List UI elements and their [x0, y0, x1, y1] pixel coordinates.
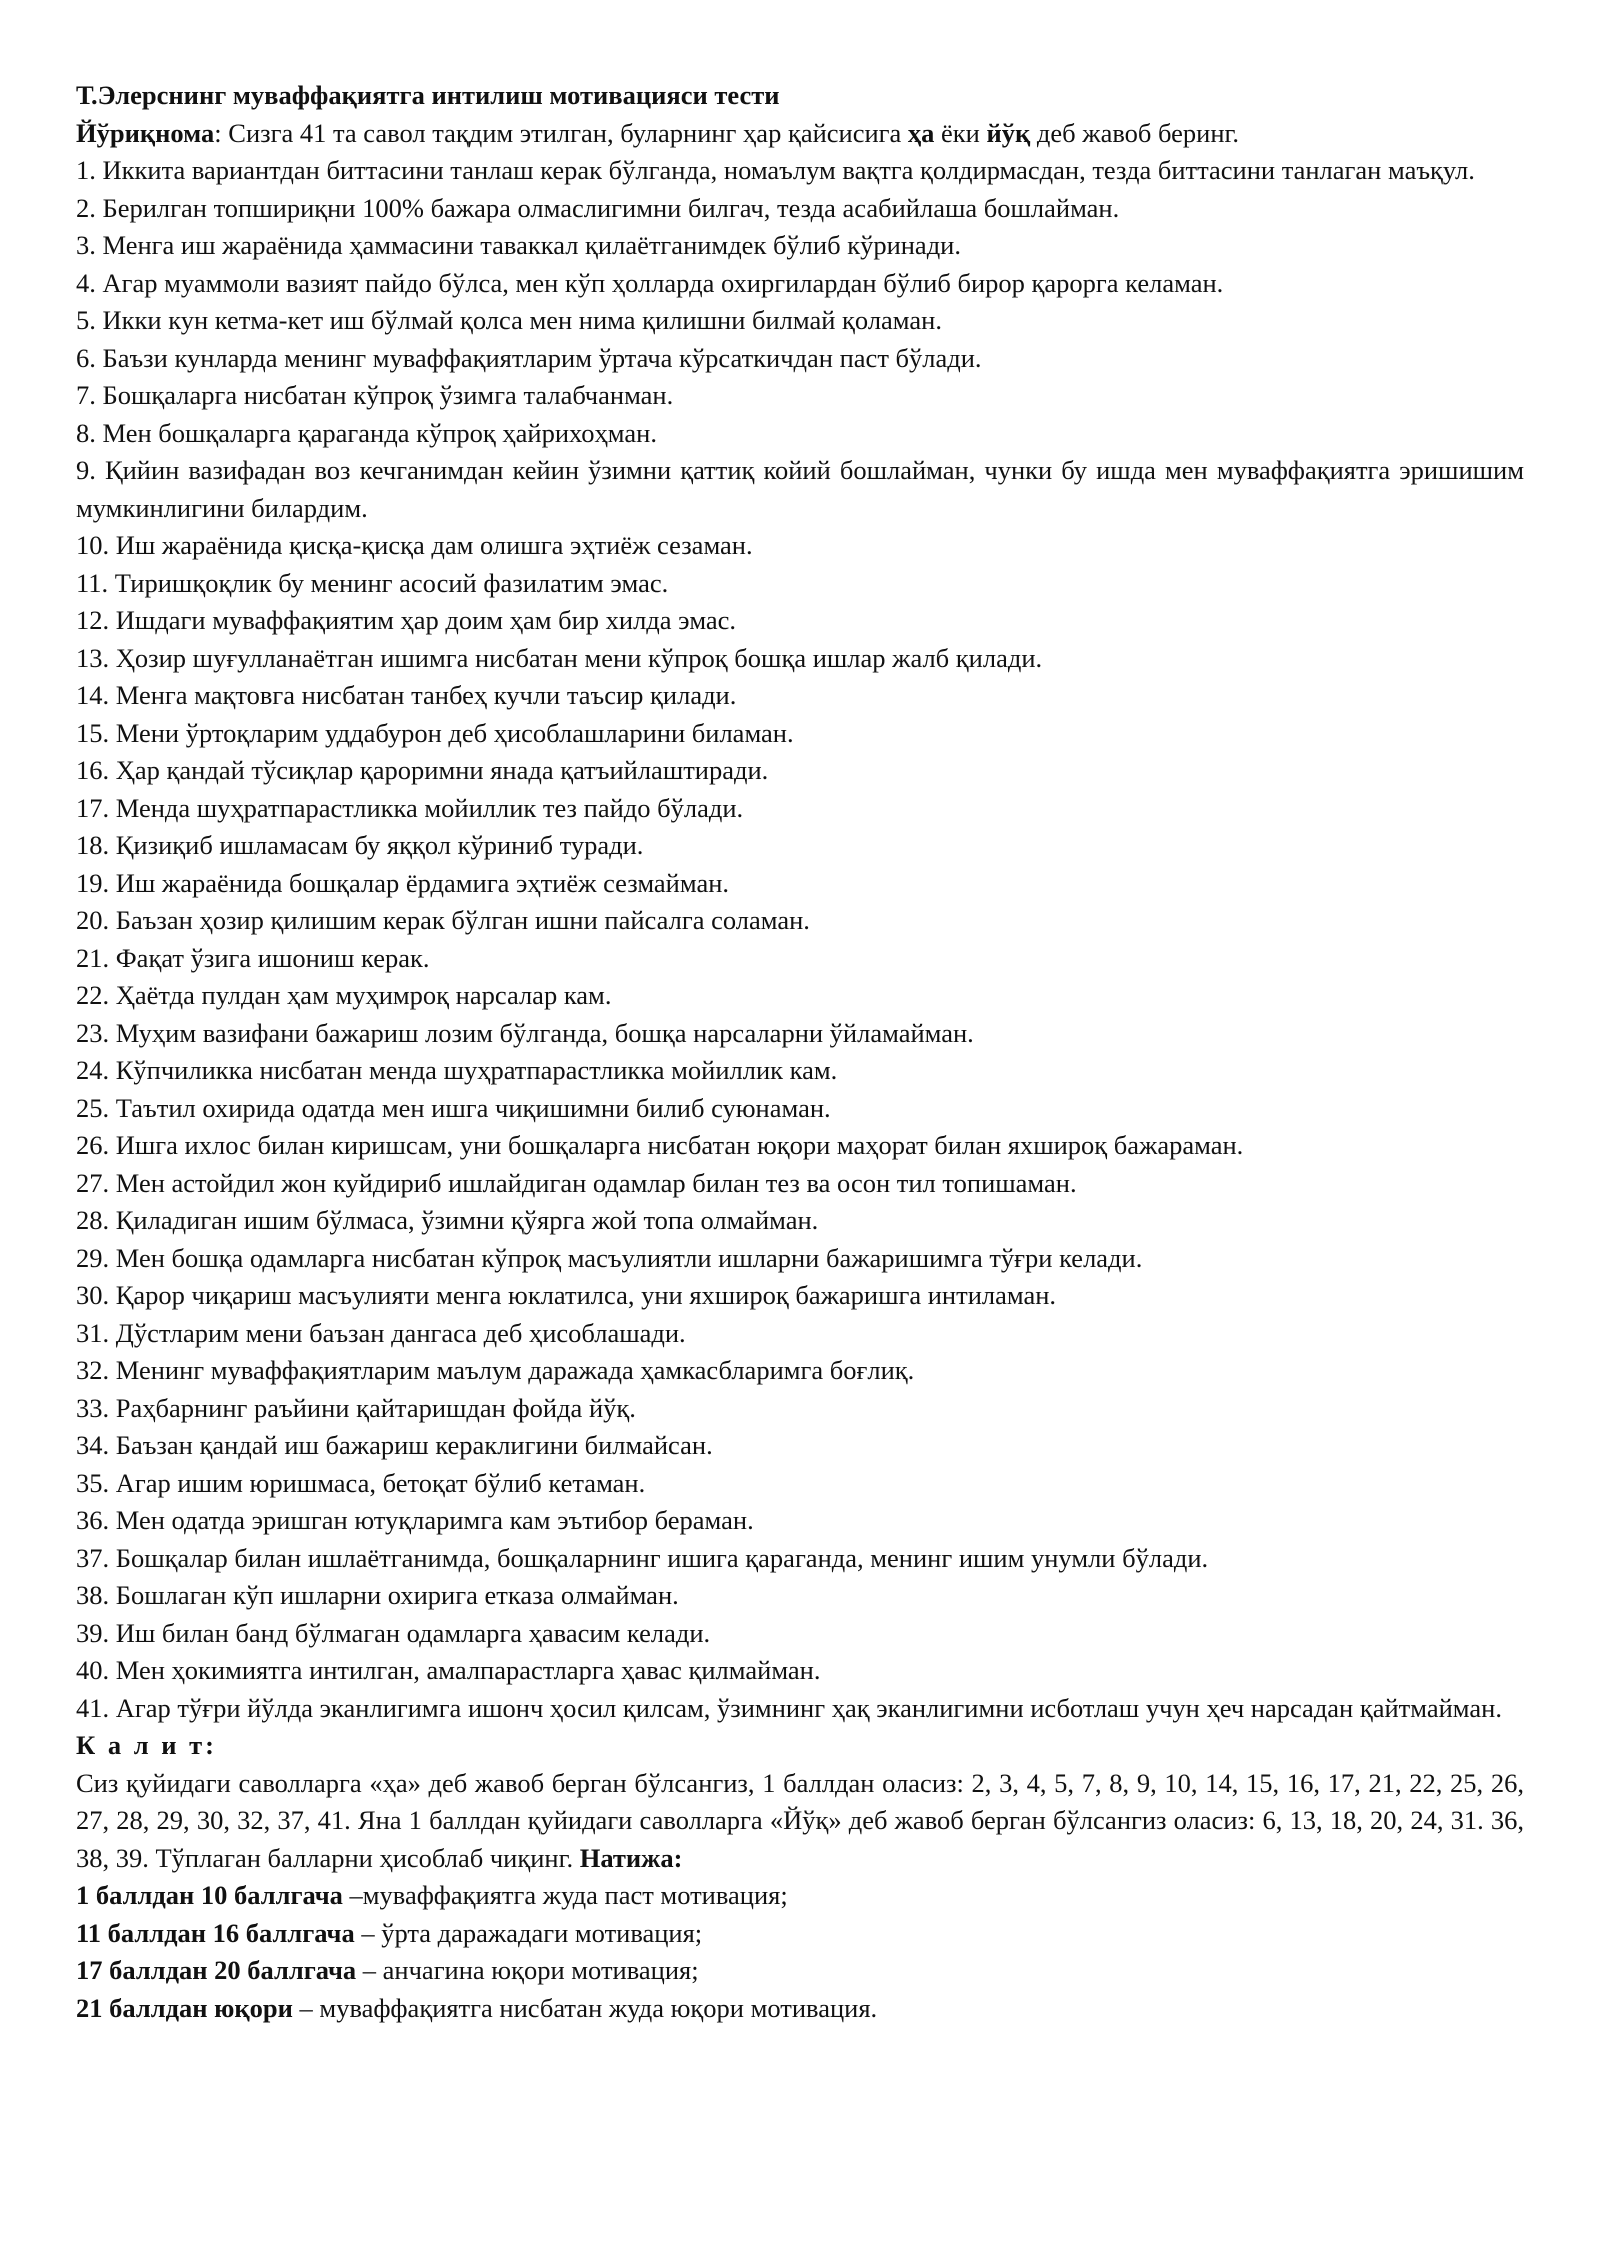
question-item: 3. Менга иш жараёнида ҳаммасини таваккал қилаётганимдек бўлиб кўринади.	[76, 230, 961, 260]
key-heading: К а л и т:	[76, 1730, 217, 1760]
result-description: –муваффақиятга жуда паст мотивация;	[342, 1880, 788, 1910]
question-item: 37. Бошқалар билан ишлаётганимда, бошқаларнинг ишига қараганда, менинг ишим унумли бўлади.	[76, 1542, 1209, 1573]
instruction-or: ёки	[934, 117, 987, 148]
question-item: 23. Муҳим вазифани бажариш лозим бўлганда, бошқа нарсаларни ўйламайман.	[76, 1017, 974, 1048]
question-item: 39. Иш билан банд бўлмаган одамларга ҳавасим келади.	[76, 1617, 711, 1648]
question-item: 2. Берилган топшириқни 100% бажара олмаслигимни билгач, тезда асабийлаша бошлайман.	[76, 192, 1120, 223]
result-label: Натижа:	[579, 1842, 683, 1873]
question-item: 28. Қиладиган ишим бўлмаса, ўзимни қўярга жой топа олмайман.	[76, 1205, 819, 1235]
question-item: 6. Баъзи кунларда менинг муваффақиятларим ўртача кўрсаткичдан паст бўлади.	[76, 342, 982, 373]
question-item: 14. Менга мақтовга нисбатан танбеҳ кучли таъсир қилади.	[76, 680, 737, 710]
result-item	[76, 1952, 1524, 1990]
question-item: 32. Менинг муваффақиятларим маълум даражада ҳамкасбларимга боғлиқ.	[76, 1355, 915, 1385]
answer-yes: ҳа	[907, 117, 935, 148]
question-item: 24. Кўпчиликка нисбатан менда шуҳратпарастликка мойиллик кам.	[76, 1055, 838, 1085]
question-item: 26. Ишга ихлос билан киришсам, уни бошқаларга нисбатан юқори маҳорат билан яхшироқ бажараман.	[76, 1130, 1244, 1160]
question-item: 41. Агар тўғри йўлда эканлигимга ишонч ҳосил қилсам, ўзимнинг ҳақ эканлигимни исботлаш учун ҳеч нарсадан қайтмайман.	[76, 1692, 1502, 1723]
result-range: 11 баллдан 16 баллгача	[76, 1917, 355, 1948]
question-item: 38. Бошлаган кўп ишларни охирига етказа олмайман.	[76, 1580, 679, 1610]
question-item: 30. Қарор чиқариш масъулияти менга юклатилса, уни яхшироқ бажаришга интиламан.	[76, 1280, 1057, 1310]
question-item: 16. Ҳар қандай тўсиқлар қароримни янада қатъийлаштиради.	[76, 755, 769, 785]
question-item: 22. Ҳаётда пулдан ҳам муҳимроқ нарсалар кам.	[76, 980, 612, 1010]
instruction-text-after: деб жавоб беринг.	[1030, 117, 1240, 148]
question-item: 19. Иш жараёнида бошқалар ёрдамига эҳтиёж сезмайман.	[76, 867, 730, 898]
question-item: 34. Баъзан қандай иш бажариш кераклигини билмайсан.	[76, 1430, 713, 1460]
result-description: – анчагина юқори мотивация;	[356, 1955, 699, 1985]
question-item: 4. Агар муаммоли вазият пайдо бўлса, мен кўп ҳолларда охиргилардан бўлиб бирор қарорга келаман.	[76, 267, 1224, 298]
key-text: Сиз қуйидаги саволларга «ҳа» деб жавоб берган бўлсангиз, 1 баллдан оласиз: 2, 3, 4, 5, 7, 8, 9, 10, 14, 15, 16, 17, 21, 22, 25, 26, 27, 28, 29, 30, 32, 37, 41. Яна 1 баллдан қуйидаги саволларга «Йўқ» деб жавоб берган бўлсангиз оласиз: 6, 13, 18, 20, 24, 31. 36, 38, 39. Тўплаган балларни ҳисоблаб чиқинг.	[76, 1767, 1524, 1873]
result-description: – муваффақиятга нисбатан жуда юқори мотивация.	[292, 1992, 878, 2023]
instruction-text-before: : Сизга 41 та савол тақдим этилган, буларнинг ҳар қайсисига	[214, 117, 908, 148]
question-item: 1. Иккита вариантдан биттасини танлаш керак бўлганда, номаълум вақтга қолдирмасдан, тезда биттасини танлаган маъқул.	[76, 155, 1475, 185]
question-item: 20. Баъзан ҳозир қилишим керак бўлган ишни пайсалга соламан.	[76, 905, 810, 935]
result-range: 21 баллдан юқори	[76, 1992, 293, 2023]
document-title: Т.Элерснинг муваффақиятга интилиш мотивацияси тести	[76, 80, 780, 110]
question-list	[76, 152, 1524, 1727]
result-range: 17 баллдан 20 баллгача	[76, 1955, 357, 1985]
question-item: 9. Қийин вазифадан воз кечганимдан кейин ўзимни қаттиқ койий бошлайман, чунки бу ишда мен муваффақиятга эришишим мумкинлигини билардим.	[76, 455, 1524, 523]
result-item	[76, 1990, 1524, 2028]
question-item: 7. Бошқаларга нисбатан кўпроқ ўзимга талабчанман.	[76, 380, 674, 410]
question-item: 31. Дўстларим мени баъзан дангаса деб ҳисоблашади.	[76, 1317, 686, 1348]
result-range: 1 баллдан 10 баллгача	[76, 1880, 343, 1910]
question-item: 13. Ҳозир шуғулланаётган ишимга нисбатан мени кўпроқ бошқа ишлар жалб қилади.	[76, 642, 1043, 673]
result-item	[76, 1877, 1524, 1915]
question-item: 40. Мен ҳокимиятга интилган, амалпарастларга ҳавас қилмайман.	[76, 1655, 821, 1685]
instruction-label: Йўриқнома	[76, 117, 215, 148]
answer-no: йўқ	[986, 117, 1031, 148]
question-item: 15. Мени ўртоқларим уддабурон деб ҳисоблашларини биламан.	[76, 717, 794, 748]
question-item: 35. Агар ишим юришмаса, бетоқат бўлиб кетаман.	[76, 1467, 646, 1498]
question-item: 21. Фақат ўзига ишониш керак.	[76, 942, 430, 973]
question-item: 8. Мен бошқаларга қараганда кўпроқ ҳайрихоҳман.	[76, 417, 657, 448]
question-item: 25. Таътил охирида одатда мен ишга чиқишимни билиб суюнаман.	[76, 1092, 831, 1123]
instruction-paragraph	[76, 115, 1524, 153]
question-item: 18. Қизиқиб ишламасам бу яққол кўриниб туради.	[76, 830, 644, 860]
question-item: 27. Мен астойдил жон куйдириб ишлайдиган одамлар билан тез ва осон тил топишаман.	[76, 1167, 1077, 1198]
question-item: 12. Ишдаги муваффақиятим ҳар доим ҳам бир хилда эмас.	[76, 605, 737, 635]
question-item: 29. Мен бошқа одамларга нисбатан кўпроқ масъулиятли ишларни бажаришимга тўғри келади.	[76, 1242, 1143, 1273]
question-item: 17. Менда шуҳратпарастликка мойиллик тез пайдо бўлади.	[76, 792, 744, 823]
question-item: 5. Икки кун кетма-кет иш бўлмай қолса мен нима қилишни билмай қоламан.	[76, 305, 942, 335]
question-item: 36. Мен одатда эришган ютуқларимга кам эътибор бераман.	[76, 1505, 754, 1535]
question-item: 11. Тиришқоқлик бу менинг асосий фазилатим эмас.	[76, 567, 669, 598]
result-description: – ўрта даражадаги мотивация;	[354, 1917, 703, 1948]
result-list	[76, 1877, 1524, 2027]
question-item: 33. Раҳбарнинг раъйини қайтаришдан фойда йўқ.	[76, 1392, 636, 1423]
document-content	[76, 77, 1524, 2027]
result-item	[76, 1915, 1524, 1953]
question-item: 10. Иш жараёнида қисқа-қисқа дам олишга эҳтиёж сезаман.	[76, 530, 753, 560]
key-paragraph	[76, 1765, 1524, 1878]
